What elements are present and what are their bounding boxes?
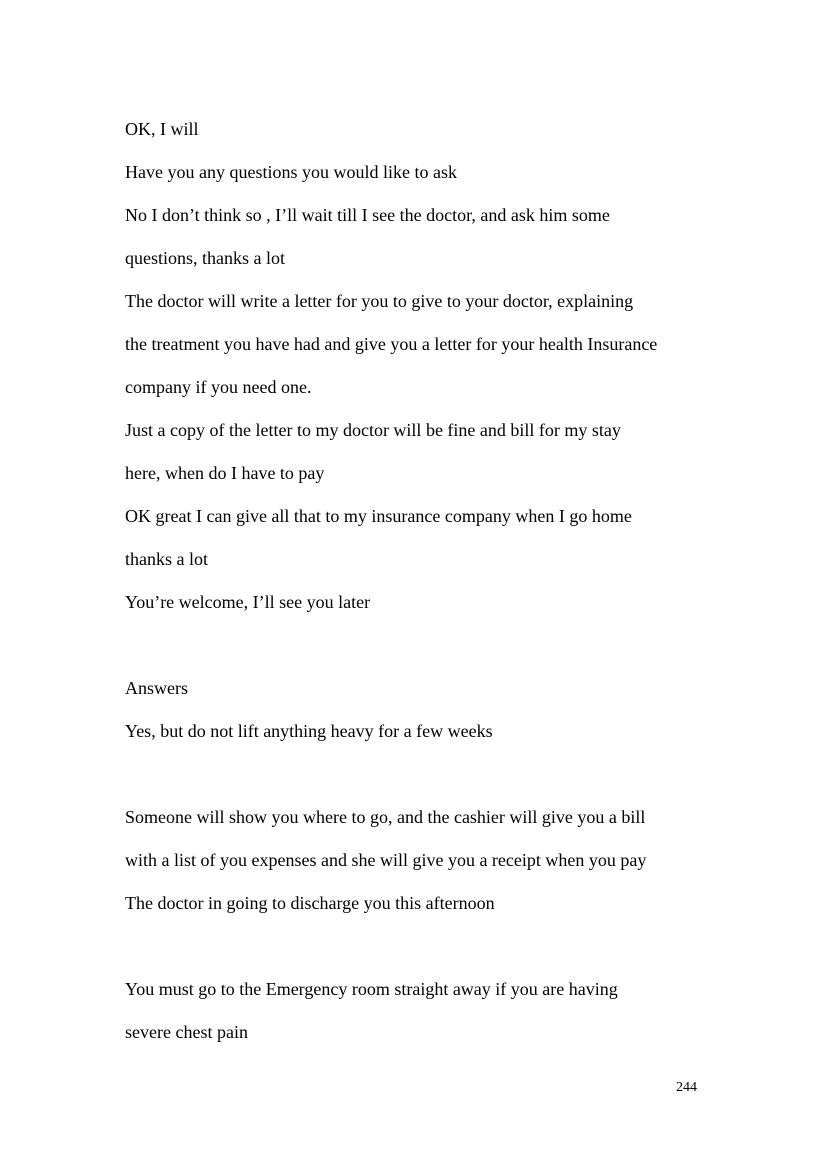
text-line: The doctor will write a letter for you to give to your doctor, explaining — [125, 291, 634, 311]
blank-line — [125, 753, 725, 796]
text-line: severe chest pain — [125, 1022, 248, 1042]
text-line: with a list of you expenses and she will give you a receipt when you pay — [125, 850, 647, 870]
document-body — [125, 108, 725, 1054]
text-line: The doctor in going to discharge you this afternoon — [125, 893, 495, 913]
blank-line — [125, 624, 725, 667]
page-number: 244 — [676, 1080, 697, 1095]
text-line: the treatment you have had and give you a letter for your health Insurance — [125, 334, 658, 354]
blank-line — [125, 925, 725, 968]
text-line: Yes, but do not lift anything heavy for a few weeks — [125, 721, 493, 741]
text-line: Have you any questions you would like to ask — [125, 162, 457, 182]
answers-heading: Answers — [125, 678, 188, 698]
text-line: company if you need one. — [125, 377, 312, 397]
text-line: You must go to the Emergency room straight away if you are having — [125, 979, 618, 999]
text-line: Someone will show you where to go, and the cashier will give you a bill — [125, 807, 646, 827]
text-line: here, when do I have to pay — [125, 463, 325, 483]
text-line: You’re welcome, I’ll see you later — [125, 592, 371, 612]
text-line: OK great I can give all that to my insurance company when I go home — [125, 506, 632, 526]
text-line: thanks a lot — [125, 549, 208, 569]
text-line: questions, thanks a lot — [125, 248, 285, 268]
text-line: Just a copy of the letter to my doctor will be fine and bill for my stay — [125, 420, 621, 440]
text-line: No I don’t think so , I’ll wait till I see the doctor, and ask him some — [125, 205, 610, 225]
text-line: OK, I will — [125, 119, 199, 139]
